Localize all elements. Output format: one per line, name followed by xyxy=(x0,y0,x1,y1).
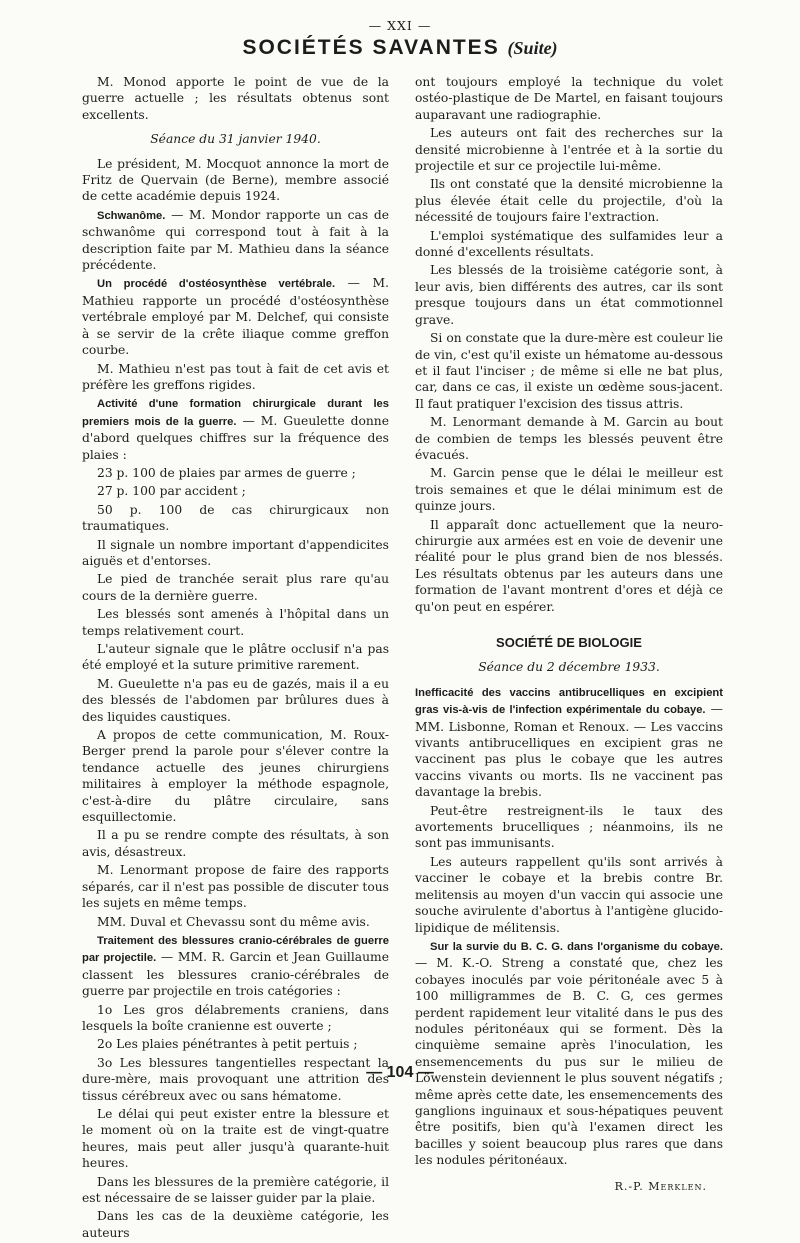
paragraph: L'emploi systématique des sulfamides leur a donné d'excellents résultats. xyxy=(415,228,723,260)
entry-heading: Traitement des blessures cranio-cérébrales de guerre par projectile. xyxy=(82,934,389,965)
paragraph: Ils ont constaté que la densité microbienne la plus élevée était celle du projectile, d'où la nécessité de toujours faire l'extraction. xyxy=(415,177,723,225)
list-line: 27 p. 100 par accident ; xyxy=(97,484,246,499)
paragraph: M. Garcin pense que le délai le meilleur est trois semaines et que le délai minimum est de quinze jours. xyxy=(415,466,723,514)
entry-heading: Sur la survie du B. C. G. dans l'organisme du cobaye. xyxy=(430,940,723,953)
paragraph xyxy=(415,684,723,801)
entry-heading: Un procédé d'ostéosynthèse vertébrale. xyxy=(97,278,336,291)
paragraph: Les blessés de la troisième catégorie sont, à leur avis, bien différents des autres, car ils sont presque toujours dans un état commotionnel grave. xyxy=(415,263,723,327)
paragraph: Les auteurs ont fait des recherches sur la densité microbienne à l'entrée et à la sortie du projectile et sur ce projectile lui-même. xyxy=(415,126,723,174)
paragraph: 2o Les plaies pénétrantes à petit pertuis ; xyxy=(97,1037,358,1052)
entry-heading: Inefficacité des vaccins antibrucelliques en excipient gras vis-à-vis de l'infection expérimentale du cobaye. xyxy=(415,686,723,717)
paragraph: Il apparaît donc actuellement que la neuro-chirurgie aux armées est en voie de devenir une réalité pour le plus grand bien de nos blessés. Les résultats obtenus par les auteurs dans une formation de l'avant montrent d'ores et déjà ce qu'on peut en espérer. xyxy=(415,517,723,614)
entry-heading: Activité d'une formation chirurgicale durant les premiers mois de la guerre. xyxy=(82,398,389,428)
paragraph: Il a pu se rendre compte des résultats, à son avis, désastreux. xyxy=(82,828,389,859)
paragraph: Peut-être restreignent-ils le taux des avortements brucelliques ; néanmoins, ils ne sont pas immunisants. xyxy=(415,803,723,851)
entry-text: — M. Gueulette donne d'abord quelques chiffres sur la fréquence des plaies : xyxy=(82,413,390,462)
paragraph: Le pied de tranchée serait plus rare qu'au cours de la dernière guerre. xyxy=(82,572,389,603)
paragraph: 3o Les blessures tangentielles respectant la dure-mère, mais provoquant une attrition des tissus cérébreux avec ou sans hématome. xyxy=(82,1055,389,1103)
paragraph: Les blessés sont amenés à l'hôpital dans un temps relativement court. xyxy=(82,607,389,638)
paragraph: Dans les cas de la deuxième catégorie, les auteurs xyxy=(82,1209,389,1240)
paragraph xyxy=(82,395,389,463)
paragraph: Il signale un nombre important d'appendicites aiguës et d'entorses. xyxy=(82,537,389,568)
paragraph: M. Monod apporte le point de vue de la guerre actuelle ; les résultats obtenus sont excellents. xyxy=(82,75,389,122)
paragraph: M. Lenormant propose de faire des rapports séparés, car il n'est pas possible de discuter tous les sujets en même temps. xyxy=(82,863,389,911)
paragraph: M. Lenormant demande à M. Garcin au bout de combien de temps les blessés peuvent être évacués. xyxy=(415,415,723,462)
entry-heading: Schwanôme. xyxy=(97,209,166,222)
entry-text: — MM. Lisbonne, Roman et Renoux. — Les vaccins vivants antibrucelliques en excipient gras ne vaccinent pas plus le cobaye que les autres vaccins vivants ou morts. Ils ne vaccinent pas davantage la brebis. xyxy=(415,702,723,800)
title-main: SOCIÉTÉS SAVANTES xyxy=(242,36,500,59)
paragraph: Les auteurs rappellent qu'ils sont arrivés à vacciner le cobaye et la brebis contre Br. melitensis au moyen d'un vaccin qui associe une souche avirulente d'abortus à l'antigène glucido-lipidique de mélitensis. xyxy=(415,854,723,935)
paragraph: Le président, M. Mocquot annonce la mort de Fritz de Quervain (de Berne), membre associé de cette académie depuis 1924. xyxy=(82,156,389,204)
paragraph: ont toujours employé la technique du volet ostéo-plastique de De Martel, en faisant toujours auparavant une radiographie. xyxy=(415,75,723,122)
paragraph: MM. Duval et Chevassu sont du même avis. xyxy=(97,914,370,929)
paragraph xyxy=(82,207,389,274)
paragraph: M. Mathieu n'est pas tout à fait de cet avis et préfère les greffons rigides. xyxy=(82,361,389,392)
paragraph: Si on constate que la dure-mère est couleur lie de vin, c'est qu'il existe un hématome au-dessous et il faut l'inciser ; de même si elle ne bat plus, car, dans ce cas, il existe un œdème sous-jacent. Il faut pratiquer l'excision des tissus attris. xyxy=(415,331,723,411)
paragraph xyxy=(82,275,389,358)
entry-text: — M. K.-O. Streng a constaté que, chez les cobayes inoculés par voie péritonéale avec 5 à 100 milligrammes de B. C. G, ces germes perdent rapidement leur vitalité dans le pus des nodules péritonéaux qui se forment. Dès la cinquième semaine après l'inoculation, les ensemencements du pus sur le milieu de Löwenstein deviennent le plus souvent négatifs ; même après cette date, les ensemencements des ganglions inguinaux et sous-hépatiques peuvent être positifs, bien qu'à l'examen direct les bacilles y soient beaucoup plus rares que dans les nodules péritonéaux. xyxy=(415,956,723,1168)
seance-date: Séance du 2 décembre 1933. xyxy=(478,660,660,675)
paragraph: Dans les blessures de la première catégorie, il est nécessaire de se laisser guider par la plaie. xyxy=(82,1174,389,1205)
roman-page-number: — XXI — xyxy=(368,18,432,33)
list-line: 23 p. 100 de plaies par armes de guerre ; xyxy=(97,465,356,480)
entry-text: — M. Mondor rapporte un cas de schwanôme qui correspond tout à fait à la description faite par M. Mathieu dans la séance précédente. xyxy=(82,207,389,273)
seance-date: Séance du 31 janvier 1940. xyxy=(150,132,321,147)
paragraph: 1o Les gros délabrements craniens, dans lesquels la boîte cranienne est ouverte ; xyxy=(82,1002,389,1033)
page-number: — 104 — xyxy=(366,1064,434,1081)
signature: R.-P. Merklen. xyxy=(614,1179,707,1193)
title-suffix: (Suite) xyxy=(507,38,558,58)
list-line: 50 p. 100 de cas chirurgicaux non traumatiques. xyxy=(82,502,389,534)
right-column xyxy=(415,74,723,1195)
entry-text: — MM. R. Garcin et Jean Guillaume classent les blessures cranio-cérébrales de guerre par projectile en trois catégories : xyxy=(82,950,389,999)
paragraph: Le délai qui peut exister entre la blessure et le moment où on la traite est de vingt-quatre heures, mais peut aller jusqu'à quarante-huit heures. xyxy=(82,1106,389,1171)
page-title xyxy=(0,36,800,60)
paragraph: M. Gueulette n'a pas eu de gazés, mais il a eu des blessés de l'abdomen par brûlures dues à des liquides caustiques. xyxy=(82,676,389,724)
paragraph: L'auteur signale que le plâtre occlusif n'a pas été employé et la suture primitive rarement. xyxy=(82,642,389,673)
entry-text: — M. Mathieu rapporte un procédé d'ostéosynthèse vertébrale employé par M. Delchef, qui consiste à se servir de la crête iliaque comme greffon courbe. xyxy=(82,276,389,358)
section-heading: SOCIÉTÉ DE BIOLOGIE xyxy=(496,635,642,650)
paragraph xyxy=(415,938,723,1169)
paragraph: A propos de cette communication, M. Roux-Berger prend la parole pour s'élever contre la tendance actuelle des jeunes chirurgiens militaires à employer la méthode espagnole, c'est-à-dire du plâtre circulaire, sans esquillectomie. xyxy=(82,728,389,825)
paragraph xyxy=(82,932,389,1000)
